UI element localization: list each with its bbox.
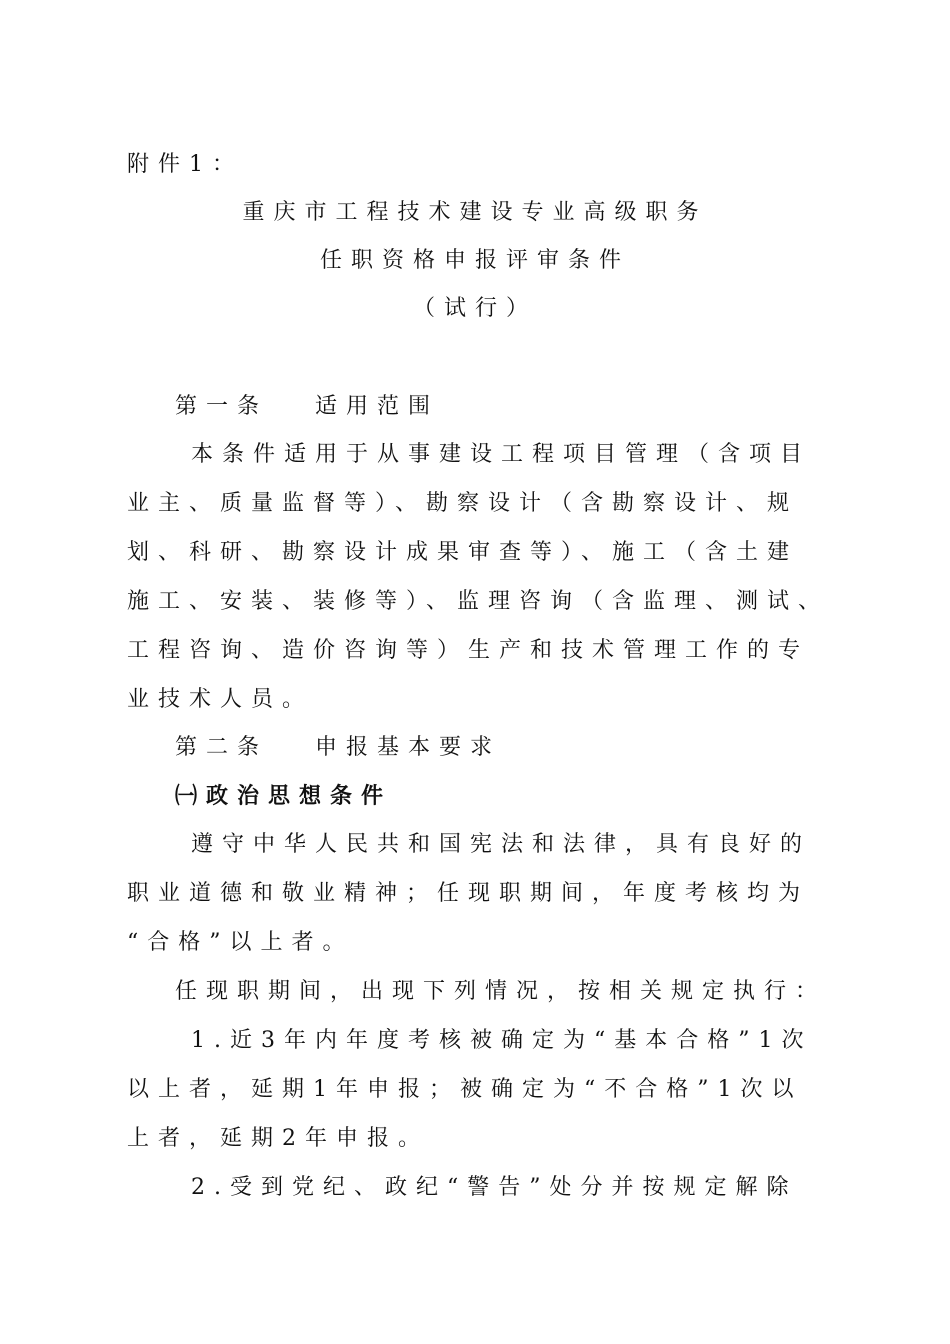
title-line-3: （试行） [412,296,537,321]
item1-line: 上者，延期2年申报。 [127,1126,429,1151]
section1-heading: ㈠政治思想条件 [175,783,393,809]
section1-body-line: “合格”以上者。 [127,930,354,955]
article1-body-line: 工程咨询、造价咨询等）生产和技术管理工作的专 [127,638,810,663]
article1-body-line: 本条件适用于从事建设工程项目管理（含项目 [191,442,812,467]
title-line-1: 重庆市工程技术建设专业高级职务 [242,200,708,225]
article1-heading: 第一条 适用范围 [175,394,439,419]
attachment-label: 附件1： [127,152,243,177]
article1-body-line: 业主、质量监督等）、勘察设计（含勘察设计、规 [127,491,799,516]
article2-intro: 任现职期间，出现下列情况，按相关规定执行： [175,979,827,1004]
item2-line: 2.受到党纪、政纪“警告”处分并按规定解除 [191,1175,798,1200]
item1-line: 1.近3年内年度考核被确定为“基本合格”1次 [191,1028,813,1053]
item1-line: 以上者，延期1年申报；被确定为“不合格”1次以 [127,1077,803,1102]
article1-body-line: 业技术人员。 [127,687,314,712]
title-line-2: 任职资格申报评审条件 [319,248,630,273]
article1-body-line: 施工、安装、装修等）、监理咨询（含监理、测试、 [127,589,830,614]
section1-body-line: 遵守中华人民共和国宪法和法律，具有良好的 [191,832,812,857]
article1-body-line: 划、科研、勘察设计成果审查等）、施工（含土建 [127,540,799,565]
article2-heading: 第二条 申报基本要求 [175,735,501,760]
section1-body-line: 职业道德和敬业精神；任现职期间，年度考核均为 [127,881,810,906]
